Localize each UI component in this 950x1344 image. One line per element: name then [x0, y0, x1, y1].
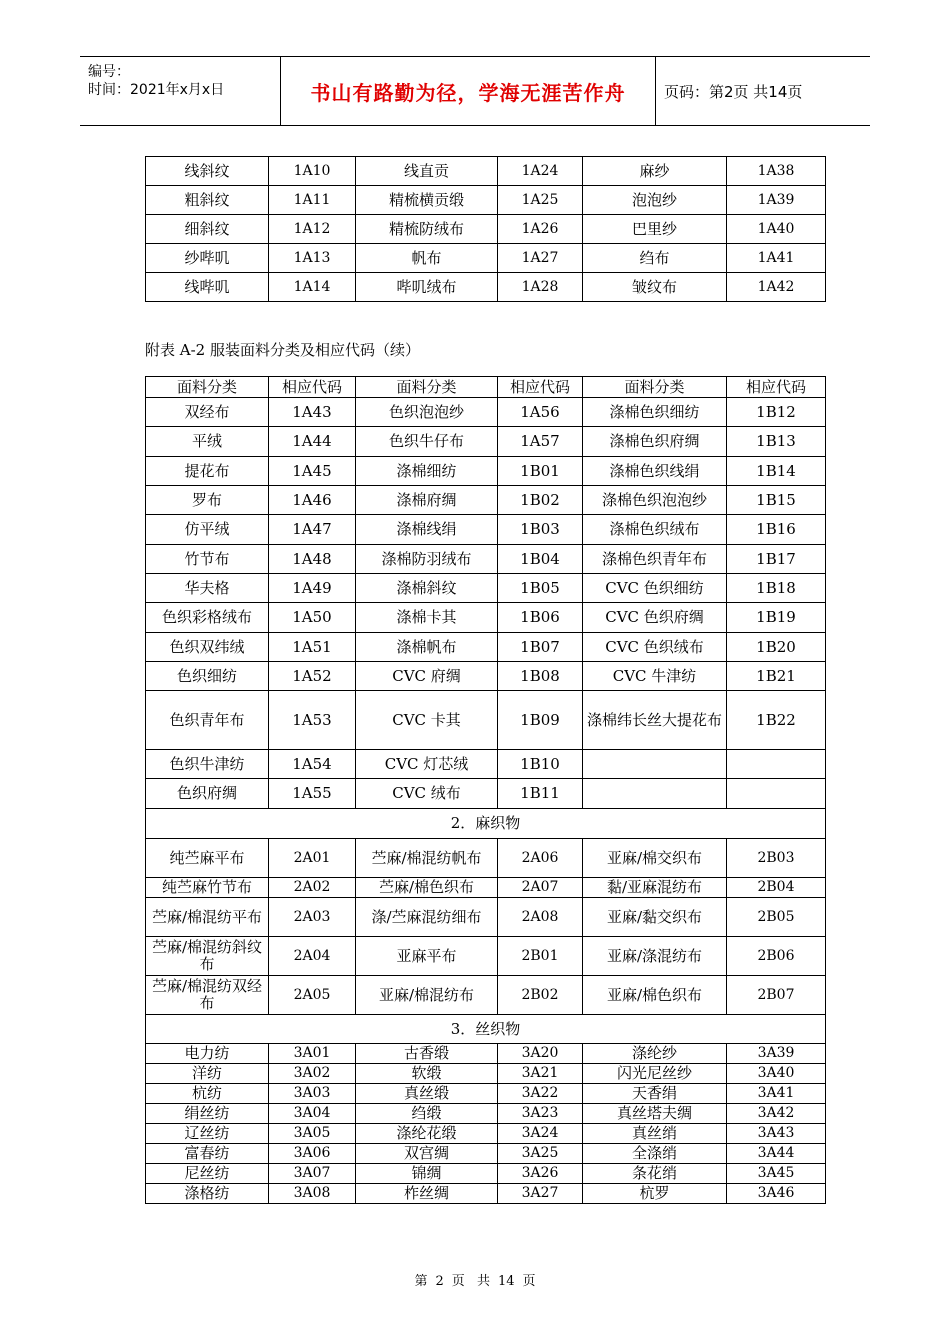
- table-row: [146, 398, 826, 427]
- footer-p3: 共: [476, 1274, 490, 1289]
- table-row: [146, 273, 826, 302]
- table-cell: 3A06: [269, 1144, 356, 1164]
- table-cell: 1A25: [498, 186, 583, 215]
- table-cell: 涤格纺: [146, 1184, 269, 1204]
- table-cell: 苎麻/棉混纺平布: [146, 898, 269, 937]
- table-cell: 3A21: [498, 1064, 583, 1084]
- table-cell: 1B02: [498, 486, 583, 515]
- table-cell: 罗布: [146, 486, 269, 515]
- table-cell: 杭罗: [583, 1184, 727, 1204]
- table-cell: 纯苎麻竹节布: [146, 878, 269, 898]
- table-cell: 苎麻/棉混纺斜纹布: [146, 937, 269, 976]
- table-row: [146, 244, 826, 273]
- table-cell: 3A07: [269, 1164, 356, 1184]
- table-cell: 1A51: [269, 633, 356, 662]
- table-cell: 涤棉色织绒布: [583, 515, 727, 545]
- table-row: [146, 662, 826, 691]
- section-row: [146, 1015, 826, 1044]
- table-row: [146, 486, 826, 515]
- table-row: [146, 976, 826, 1015]
- motto-text: 书山有路勤为径，学海无涯苦作舟: [310, 80, 626, 105]
- table-cell: 1A12: [269, 215, 356, 244]
- table-cell: 1A27: [498, 244, 583, 273]
- fabric-code-table: [145, 376, 826, 1204]
- footer-total: 14: [497, 1274, 515, 1289]
- table-cell: 条花绡: [583, 1164, 727, 1184]
- table-cell: 亚麻/黏交织布: [583, 898, 727, 937]
- table-cell: 2B03: [727, 839, 826, 878]
- table-cell: 涤/苎麻混纺细布: [356, 898, 498, 937]
- table-cell: 色织细纺: [146, 662, 269, 691]
- table-cell: 真丝塔夫绸: [583, 1104, 727, 1124]
- table-cell: 2A03: [269, 898, 356, 937]
- table-cell: 2A01: [269, 839, 356, 878]
- table-cell: 天香绢: [583, 1084, 727, 1104]
- table-cell: 2A02: [269, 878, 356, 898]
- table-cell: 亚麻/涤混纺布: [583, 937, 727, 976]
- table-cell: 1A13: [269, 244, 356, 273]
- table-row: [146, 1104, 826, 1124]
- table-cell: 闪光尼丝纱: [583, 1064, 727, 1084]
- table-cell: 1B20: [727, 633, 826, 662]
- table-cell: 3A22: [498, 1084, 583, 1104]
- table-cell: 苎麻/棉混纺帆布: [356, 839, 498, 878]
- table-cell: 亚麻/棉色织布: [583, 976, 727, 1015]
- table-cell: 2A08: [498, 898, 583, 937]
- table-cell: 1B13: [727, 427, 826, 457]
- table-cell: 真丝绡: [583, 1124, 727, 1144]
- table-cell: 辽丝纺: [146, 1124, 269, 1144]
- table-cell: 1B17: [727, 545, 826, 574]
- table-cell: 亚麻平布: [356, 937, 498, 976]
- table-cell: 粗斜纹: [146, 186, 269, 215]
- table-cell: 3A03: [269, 1084, 356, 1104]
- table-cell: 涤棉帆布: [356, 633, 498, 662]
- table-cell: 苎麻/棉混纺双经布: [146, 976, 269, 1015]
- page-header: [80, 56, 870, 126]
- table-cell: 1A54: [269, 750, 356, 779]
- table-cell: 1A46: [269, 486, 356, 515]
- table-cell: 纯苎麻平布: [146, 839, 269, 878]
- table-cell: 精梳防绒布: [356, 215, 498, 244]
- table-cell: 3A02: [269, 1064, 356, 1084]
- table-cell: 线直贡: [356, 157, 498, 186]
- table-cell: 泡泡纱: [583, 186, 727, 215]
- table-row: [146, 750, 826, 779]
- table-cell: 色织府绸: [146, 779, 269, 809]
- footer-p2: 页: [451, 1274, 465, 1289]
- table-cell: [727, 750, 826, 779]
- table-cell: 3A08: [269, 1184, 356, 1204]
- section-heading: 2．麻织物: [146, 809, 826, 839]
- table-cell: 皱纹布: [583, 273, 727, 302]
- table-cell: 3A44: [727, 1144, 826, 1164]
- table-row: [146, 839, 826, 878]
- table-cell: CVC 卡其: [356, 691, 498, 750]
- number-label: 编号：: [88, 64, 130, 80]
- table-cell: 1A24: [498, 157, 583, 186]
- table-cell: 电力纺: [146, 1044, 269, 1064]
- table-cell: 1B21: [727, 662, 826, 691]
- table-cell: 2A04: [269, 937, 356, 976]
- table-cell: 1A50: [269, 603, 356, 633]
- table-cell: 1B03: [498, 515, 583, 545]
- table-cell: 麻纱: [583, 157, 727, 186]
- table-cell: 相应代码: [727, 377, 826, 398]
- table-cell: 涤棉色织细纺: [583, 398, 727, 427]
- table-row: [146, 157, 826, 186]
- table-cell: 1B06: [498, 603, 583, 633]
- table-cell: CVC 牛津纺: [583, 662, 727, 691]
- table-cell: 真丝缎: [356, 1084, 498, 1104]
- table-cell: 细斜纹: [146, 215, 269, 244]
- table-cell: 3A46: [727, 1184, 826, 1204]
- table-cell: 1A41: [727, 244, 826, 273]
- table-cell: 苎麻/棉色织布: [356, 878, 498, 898]
- table-cell: 涤棉细纺: [356, 457, 498, 486]
- table-row: [146, 898, 826, 937]
- table-cell: 锦绸: [356, 1164, 498, 1184]
- table-cell: 1B04: [498, 545, 583, 574]
- table-cell: 面料分类: [356, 377, 498, 398]
- table-cell: 3A01: [269, 1044, 356, 1064]
- table-cell: 涤纶花缎: [356, 1124, 498, 1144]
- table-cell: 绉布: [583, 244, 727, 273]
- table-cell: 1B14: [727, 457, 826, 486]
- table-cell: 涤棉色织青年布: [583, 545, 727, 574]
- table-cell: 相应代码: [498, 377, 583, 398]
- table-cell: 3A26: [498, 1164, 583, 1184]
- table-cell: 1B12: [727, 398, 826, 427]
- table-cell: 3A05: [269, 1124, 356, 1144]
- table-cell: 1A48: [269, 545, 356, 574]
- table-cell: 帆布: [356, 244, 498, 273]
- table-cell: 1B10: [498, 750, 583, 779]
- table-row: [146, 603, 826, 633]
- table-cell: 3A20: [498, 1044, 583, 1064]
- table-cell: 1A26: [498, 215, 583, 244]
- table-row: [146, 1164, 826, 1184]
- table-cell: CVC 色织细纺: [583, 574, 727, 603]
- table-cell: 色织牛仔布: [356, 427, 498, 457]
- table-cell: 1A56: [498, 398, 583, 427]
- table-cell: 华夫格: [146, 574, 269, 603]
- table-cell: 2A06: [498, 839, 583, 878]
- table-cell: CVC 绒布: [356, 779, 498, 809]
- table-cell: 色织彩格绒布: [146, 603, 269, 633]
- table-row: [146, 515, 826, 545]
- table-cell: 色织双纬绒: [146, 633, 269, 662]
- table-cell: 双经布: [146, 398, 269, 427]
- table-cell: 2B04: [727, 878, 826, 898]
- table-row: [146, 377, 826, 398]
- table-cell: 黏/亚麻混纺布: [583, 878, 727, 898]
- table-cell: 1B22: [727, 691, 826, 750]
- table-cell: 1B15: [727, 486, 826, 515]
- header-motto: [281, 57, 656, 125]
- table-cell: 全涤绡: [583, 1144, 727, 1164]
- footer-p4: 页: [522, 1274, 536, 1289]
- table-cell: 绉缎: [356, 1104, 498, 1124]
- table-cell: 杭纺: [146, 1084, 269, 1104]
- table-cell: 涤棉卡其: [356, 603, 498, 633]
- table-cell: 1A52: [269, 662, 356, 691]
- table-cell: 软缎: [356, 1064, 498, 1084]
- table-cell: 2A05: [269, 976, 356, 1015]
- table-cell: 1A40: [727, 215, 826, 244]
- table-cell: 绢丝纺: [146, 1104, 269, 1124]
- footer-p1: 第: [414, 1274, 428, 1289]
- table-cell: 1A11: [269, 186, 356, 215]
- table-cell: CVC 府绸: [356, 662, 498, 691]
- table-row: [146, 457, 826, 486]
- table-cell: 1A45: [269, 457, 356, 486]
- table-cell: 色织泡泡纱: [356, 398, 498, 427]
- table-cell: 1A39: [727, 186, 826, 215]
- page-footer: [0, 1270, 950, 1289]
- table-cell: 2B07: [727, 976, 826, 1015]
- table-cell: 3A42: [727, 1104, 826, 1124]
- table-cell: 古香缎: [356, 1044, 498, 1064]
- footer-page: 2: [435, 1274, 444, 1289]
- table-cell: 3A04: [269, 1104, 356, 1124]
- table-cell: 1B19: [727, 603, 826, 633]
- table-row: [146, 779, 826, 809]
- page-info-text: 页码：第2页 共14页: [664, 82, 803, 101]
- table-row: [146, 1124, 826, 1144]
- table-row: [146, 186, 826, 215]
- table-cell: 涤棉斜纹: [356, 574, 498, 603]
- header-meta: [80, 57, 281, 125]
- table-cell: 3A23: [498, 1104, 583, 1124]
- table-row: [146, 1144, 826, 1164]
- table-cell: 3A25: [498, 1144, 583, 1164]
- table-row: [146, 215, 826, 244]
- date-label: 时间：2021年x月x日: [88, 82, 225, 98]
- table-row: [146, 427, 826, 457]
- table-cell: 1A10: [269, 157, 356, 186]
- table-cell: [583, 779, 727, 809]
- table-cell: [727, 779, 826, 809]
- table-cell: 2B05: [727, 898, 826, 937]
- table-cell: [583, 750, 727, 779]
- table-cell: 纱哔叽: [146, 244, 269, 273]
- table-cell: 色织青年布: [146, 691, 269, 750]
- table-cell: 3A41: [727, 1084, 826, 1104]
- table-cell: CVC 色织绒布: [583, 633, 727, 662]
- table-cell: 精梳横贡缎: [356, 186, 498, 215]
- table-cell: CVC 灯芯绒: [356, 750, 498, 779]
- table-cell: 富春纺: [146, 1144, 269, 1164]
- table-cell: 3A45: [727, 1164, 826, 1184]
- table-cell: 1A42: [727, 273, 826, 302]
- table-cell: 1B11: [498, 779, 583, 809]
- table-cell: 1A57: [498, 427, 583, 457]
- table-cell: 柞丝绸: [356, 1184, 498, 1204]
- section-heading: 3．丝织物: [146, 1015, 826, 1044]
- continued-table: [145, 156, 826, 302]
- table-cell: 涤棉色织线绢: [583, 457, 727, 486]
- table-row: [146, 545, 826, 574]
- table-cell: 涤棉纬长丝大提花布: [583, 691, 727, 750]
- table-cell: 巴里纱: [583, 215, 727, 244]
- table-cell: 1A44: [269, 427, 356, 457]
- table-cell: 相应代码: [269, 377, 356, 398]
- table-cell: CVC 色织府绸: [583, 603, 727, 633]
- table-cell: 尼丝纺: [146, 1164, 269, 1184]
- table-cell: 涤棉府绸: [356, 486, 498, 515]
- table-row: [146, 691, 826, 750]
- table-row: [146, 1064, 826, 1084]
- table-cell: 双宫绸: [356, 1144, 498, 1164]
- table-cell: 线斜纹: [146, 157, 269, 186]
- table-cell: 涤棉色织府绸: [583, 427, 727, 457]
- table-cell: 1B07: [498, 633, 583, 662]
- table-cell: 竹节布: [146, 545, 269, 574]
- table-row: [146, 937, 826, 976]
- header-page-info: [656, 57, 870, 125]
- table-cell: 1A55: [269, 779, 356, 809]
- table-row: [146, 1044, 826, 1064]
- table-cell: 2B06: [727, 937, 826, 976]
- table-cell: 平绒: [146, 427, 269, 457]
- table-row: [146, 878, 826, 898]
- table-cell: 1B01: [498, 457, 583, 486]
- table-cell: 2A07: [498, 878, 583, 898]
- table-cell: 3A43: [727, 1124, 826, 1144]
- table-cell: 3A40: [727, 1064, 826, 1084]
- table-row: [146, 633, 826, 662]
- table-cell: 线哔叽: [146, 273, 269, 302]
- section-row: [146, 809, 826, 839]
- table-cell: 仿平绒: [146, 515, 269, 545]
- table-cell: 1A38: [727, 157, 826, 186]
- table-cell: 哔叽绒布: [356, 273, 498, 302]
- table-cell: 涤棉色织泡泡纱: [583, 486, 727, 515]
- table-caption: 附表 A-2 服装面料分类及相应代码（续）: [145, 341, 420, 359]
- table-cell: 1A28: [498, 273, 583, 302]
- table-cell: 1A14: [269, 273, 356, 302]
- table-row: [146, 1184, 826, 1204]
- table-cell: 1A49: [269, 574, 356, 603]
- table-cell: 1A43: [269, 398, 356, 427]
- table-cell: 涤纶纱: [583, 1044, 727, 1064]
- table-row: [146, 1084, 826, 1104]
- table-cell: 面料分类: [146, 377, 269, 398]
- table-cell: 1A53: [269, 691, 356, 750]
- table-cell: 2B02: [498, 976, 583, 1015]
- table-cell: 亚麻/棉混纺布: [356, 976, 498, 1015]
- table-cell: 1B08: [498, 662, 583, 691]
- table-cell: 涤棉线绢: [356, 515, 498, 545]
- table-cell: 1B09: [498, 691, 583, 750]
- table-cell: 1B05: [498, 574, 583, 603]
- table-cell: 面料分类: [583, 377, 727, 398]
- table-cell: 1B16: [727, 515, 826, 545]
- table-cell: 亚麻/棉交织布: [583, 839, 727, 878]
- table-cell: 洋纺: [146, 1064, 269, 1084]
- table-cell: 1A47: [269, 515, 356, 545]
- table-cell: 涤棉防羽绒布: [356, 545, 498, 574]
- table-cell: 3A27: [498, 1184, 583, 1204]
- table-cell: 3A24: [498, 1124, 583, 1144]
- table-cell: 1B18: [727, 574, 826, 603]
- table-cell: 提花布: [146, 457, 269, 486]
- table-cell: 3A39: [727, 1044, 826, 1064]
- table-row: [146, 574, 826, 603]
- table-cell: 色织牛津纺: [146, 750, 269, 779]
- table-cell: 2B01: [498, 937, 583, 976]
